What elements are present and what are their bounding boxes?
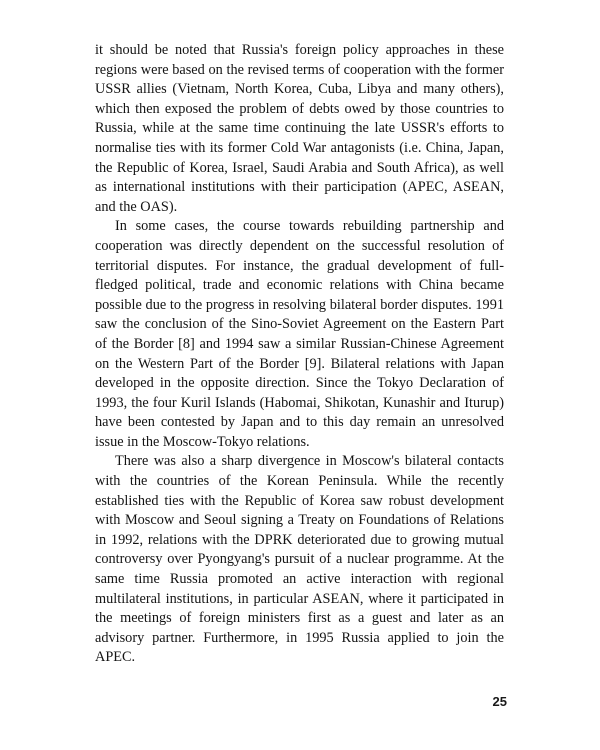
paragraph-continuation: it should be noted that Russia's foreign policy approaches in these regions were based on the revised terms of cooperation with the former USSR allies (Vietnam, North Korea, Cuba, Libya and many others), which then exposed the problem of debts owed by those countries to Russia, while at the same time continuing the late USSR's efforts to normalise ties with its former Cold War antagonists (i.e. China, Japan, the Republic of Korea, Israel, Saudi Arabia and South Africa), as well as international institutions with their participation (APEC, ASEAN, and the OAS).: [95, 42, 504, 215]
page-number: 25: [492, 694, 507, 709]
body-text: [95, 41, 504, 668]
paragraph-korean-peninsula: There was also a sharp divergence in Moscow's bilateral contacts with the countries of the Korean Peninsula. While the recently established ties with the Republic of Korea saw robust development with Moscow and Seoul signing a Treaty on Foundations of Relations in 1992, relations with the DPRK deteriorated due to growing mutual controversy over Pyongyang's pursuit of a nuclear programme. At the same time Russia promoted an active interaction with regional multilateral institutions, in particular ASEAN, where it participated in the meetings of foreign ministers first as a guest and later as an advisory partner. Furthermore, in 1995 Russia applied to join the APEC.: [95, 453, 504, 666]
paragraph-territorial-disputes: In some cases, the course towards rebuilding partnership and cooperation was directly dependent on the successful resolution of territorial disputes. For instance, the gradual development of full-fledged political, trade and economic relations with China became possible due to the progress in resolving bilateral border disputes. 1991 saw the conclusion of the Sino-Soviet Agreement on the Eastern Part of the Border [8] and 1994 saw a similar Russian-Chinese Agreement on the Western Part of the Border [9]. Bilateral relations with Japan developed in the opposite direction. Since the Tokyo Declaration of 1993, the four Kuril Islands (Habomai, Shikotan, Kunashir and Iturup) have been contested by Japan and to this day remain an unresolved issue in the Moscow-Tokyo relations.: [95, 218, 504, 450]
